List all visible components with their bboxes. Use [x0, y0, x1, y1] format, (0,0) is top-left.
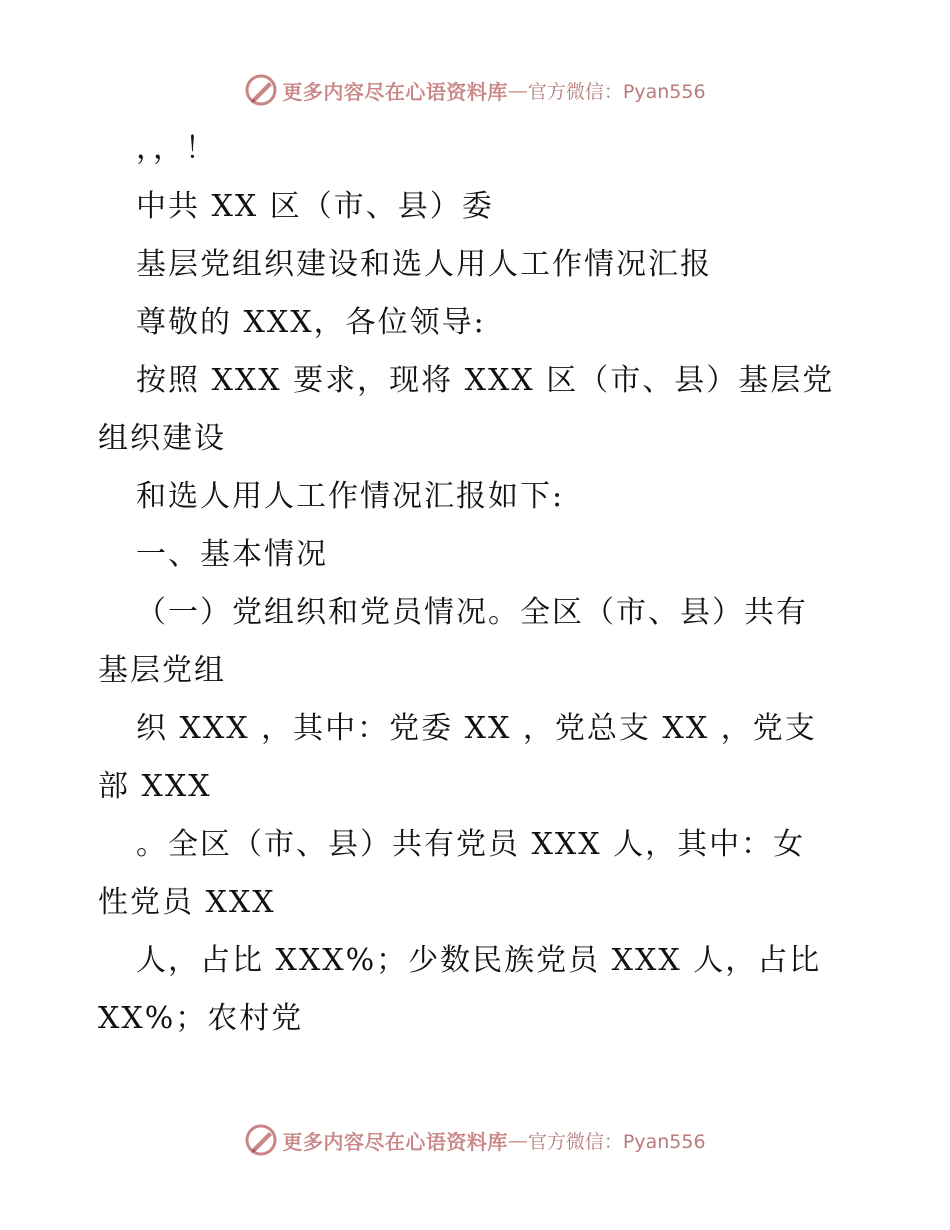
watermark-text: 更多内容尽在心语资料库	[282, 1129, 508, 1154]
doc-line: 人，占比 XXX%；少数民族党员 XXX 人，占比	[136, 943, 822, 978]
doc-line: 性党员 XXX	[98, 885, 276, 920]
document-body	[98, 120, 868, 1048]
pen-logo-icon	[244, 1123, 278, 1157]
doc-line: 基层党组织建设和选人用人工作情况汇报	[136, 247, 712, 282]
doc-line: XX%；农村党	[98, 1001, 304, 1036]
doc-line: ，，！	[136, 131, 217, 166]
doc-line: 一、基本情况	[136, 537, 328, 572]
doc-line: 尊敬的 XXX，各位领导:	[136, 305, 486, 340]
doc-line: 部 XXX	[98, 769, 212, 804]
doc-line: 中共 XX 区（市、县）委	[136, 189, 494, 224]
doc-line: 织 XXX ，其中：党委 XX ，党总支 XX ，党支	[136, 711, 817, 746]
pen-logo-icon	[244, 73, 278, 107]
watermark-text: 更多内容尽在心语资料库	[282, 79, 508, 104]
watermark-footer	[0, 1120, 950, 1160]
doc-line: 。全区（市、县）共有党员 XXX 人，其中：女	[136, 827, 806, 862]
watermark-wechat: 官方微信：Pyan556	[527, 80, 706, 103]
doc-line: 基层党组	[98, 653, 226, 688]
watermark-wechat: 官方微信：Pyan556	[527, 1130, 706, 1153]
doc-line: 组织建设	[98, 421, 226, 456]
doc-line: 和选人用人工作情况汇报如下:	[136, 479, 565, 514]
doc-line: 按照 XXX 要求，现将 XXX 区（市、县）基层党	[136, 363, 835, 398]
watermark-dash: —	[507, 78, 528, 102]
watermark-dash: —	[507, 1128, 528, 1152]
doc-line: （一）党组织和党员情况。全区（市、县）共有	[136, 595, 808, 630]
watermark-header	[0, 70, 950, 110]
